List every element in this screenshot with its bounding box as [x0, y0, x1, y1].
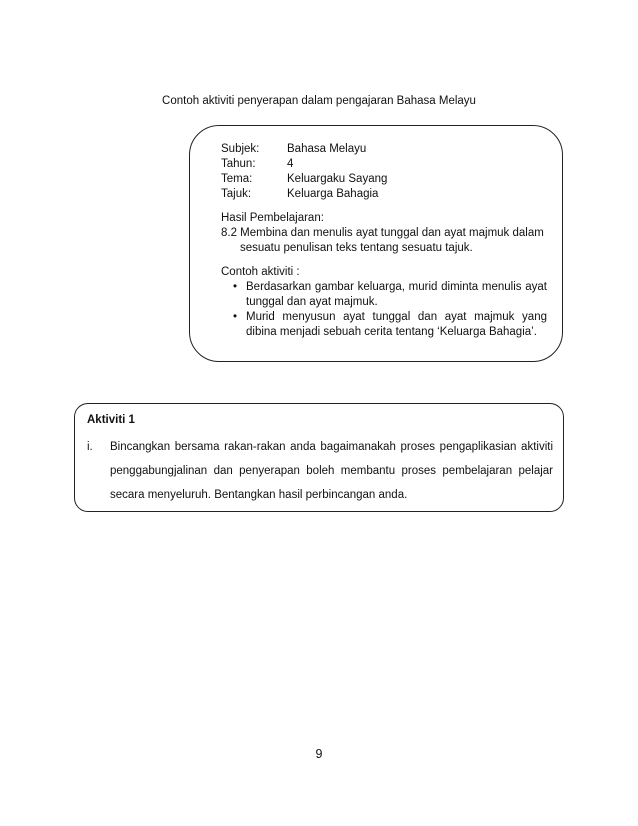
- info-row-year: [221, 157, 547, 172]
- info-value: Keluargaku Sayang: [287, 173, 388, 185]
- list-item: • Murid menyusun ayat tunggal dan ayat majmuk yang dibina menjadi sebuah cerita tentang ‘Keluarga Bahagia’.: [233, 310, 547, 340]
- info-row-topic: [221, 187, 547, 202]
- learning-outcome-line: 8.2 Membina dan menulis ayat tunggal dan ayat majmuk dalam: [221, 227, 544, 239]
- learning-outcome-line: sesuatu penulisan teks tentang sesuatu tajuk.: [240, 242, 473, 254]
- info-row-theme: [221, 172, 547, 187]
- info-label: Tajuk:: [221, 188, 252, 200]
- info-value: Keluarga Bahagia: [287, 188, 379, 200]
- example-activity-heading: Contoh aktiviti :: [221, 266, 300, 278]
- page-number: 9: [315, 747, 323, 761]
- info-value: Bahasa Melayu: [287, 143, 367, 155]
- item-number: i.: [87, 441, 93, 453]
- activity-title: Aktiviti 1: [87, 414, 135, 426]
- info-label: Subjek:: [221, 143, 260, 155]
- lesson-example-box: [189, 125, 563, 362]
- list-item: • Berdasarkan gambar keluarga, murid diminta menulis ayat tunggal dan ayat majmuk.: [233, 280, 547, 310]
- item-text: Bincangkan bersama rakan-rakan anda bagaimanakah proses pengaplikasian aktiviti penggabungjalinan dan penyerapan boleh membantu proses pembelajaran pelajar secara menyeluruh. Bentangkan hasil perbincangan anda.: [110, 441, 553, 501]
- activity-box: [74, 403, 564, 512]
- example-activity-list: [221, 280, 547, 340]
- info-row-subject: [221, 142, 547, 157]
- figure-caption: Contoh aktiviti penyerapan dalam pengajaran Bahasa Melayu: [162, 95, 476, 107]
- lesson-example-content: [221, 142, 547, 340]
- activity-item: [87, 435, 553, 507]
- info-label: Tema:: [221, 173, 253, 185]
- info-label: Tahun:: [221, 158, 256, 170]
- info-value: 4: [287, 158, 294, 170]
- learning-outcome-heading: Hasil Pembelajaran:: [221, 212, 324, 224]
